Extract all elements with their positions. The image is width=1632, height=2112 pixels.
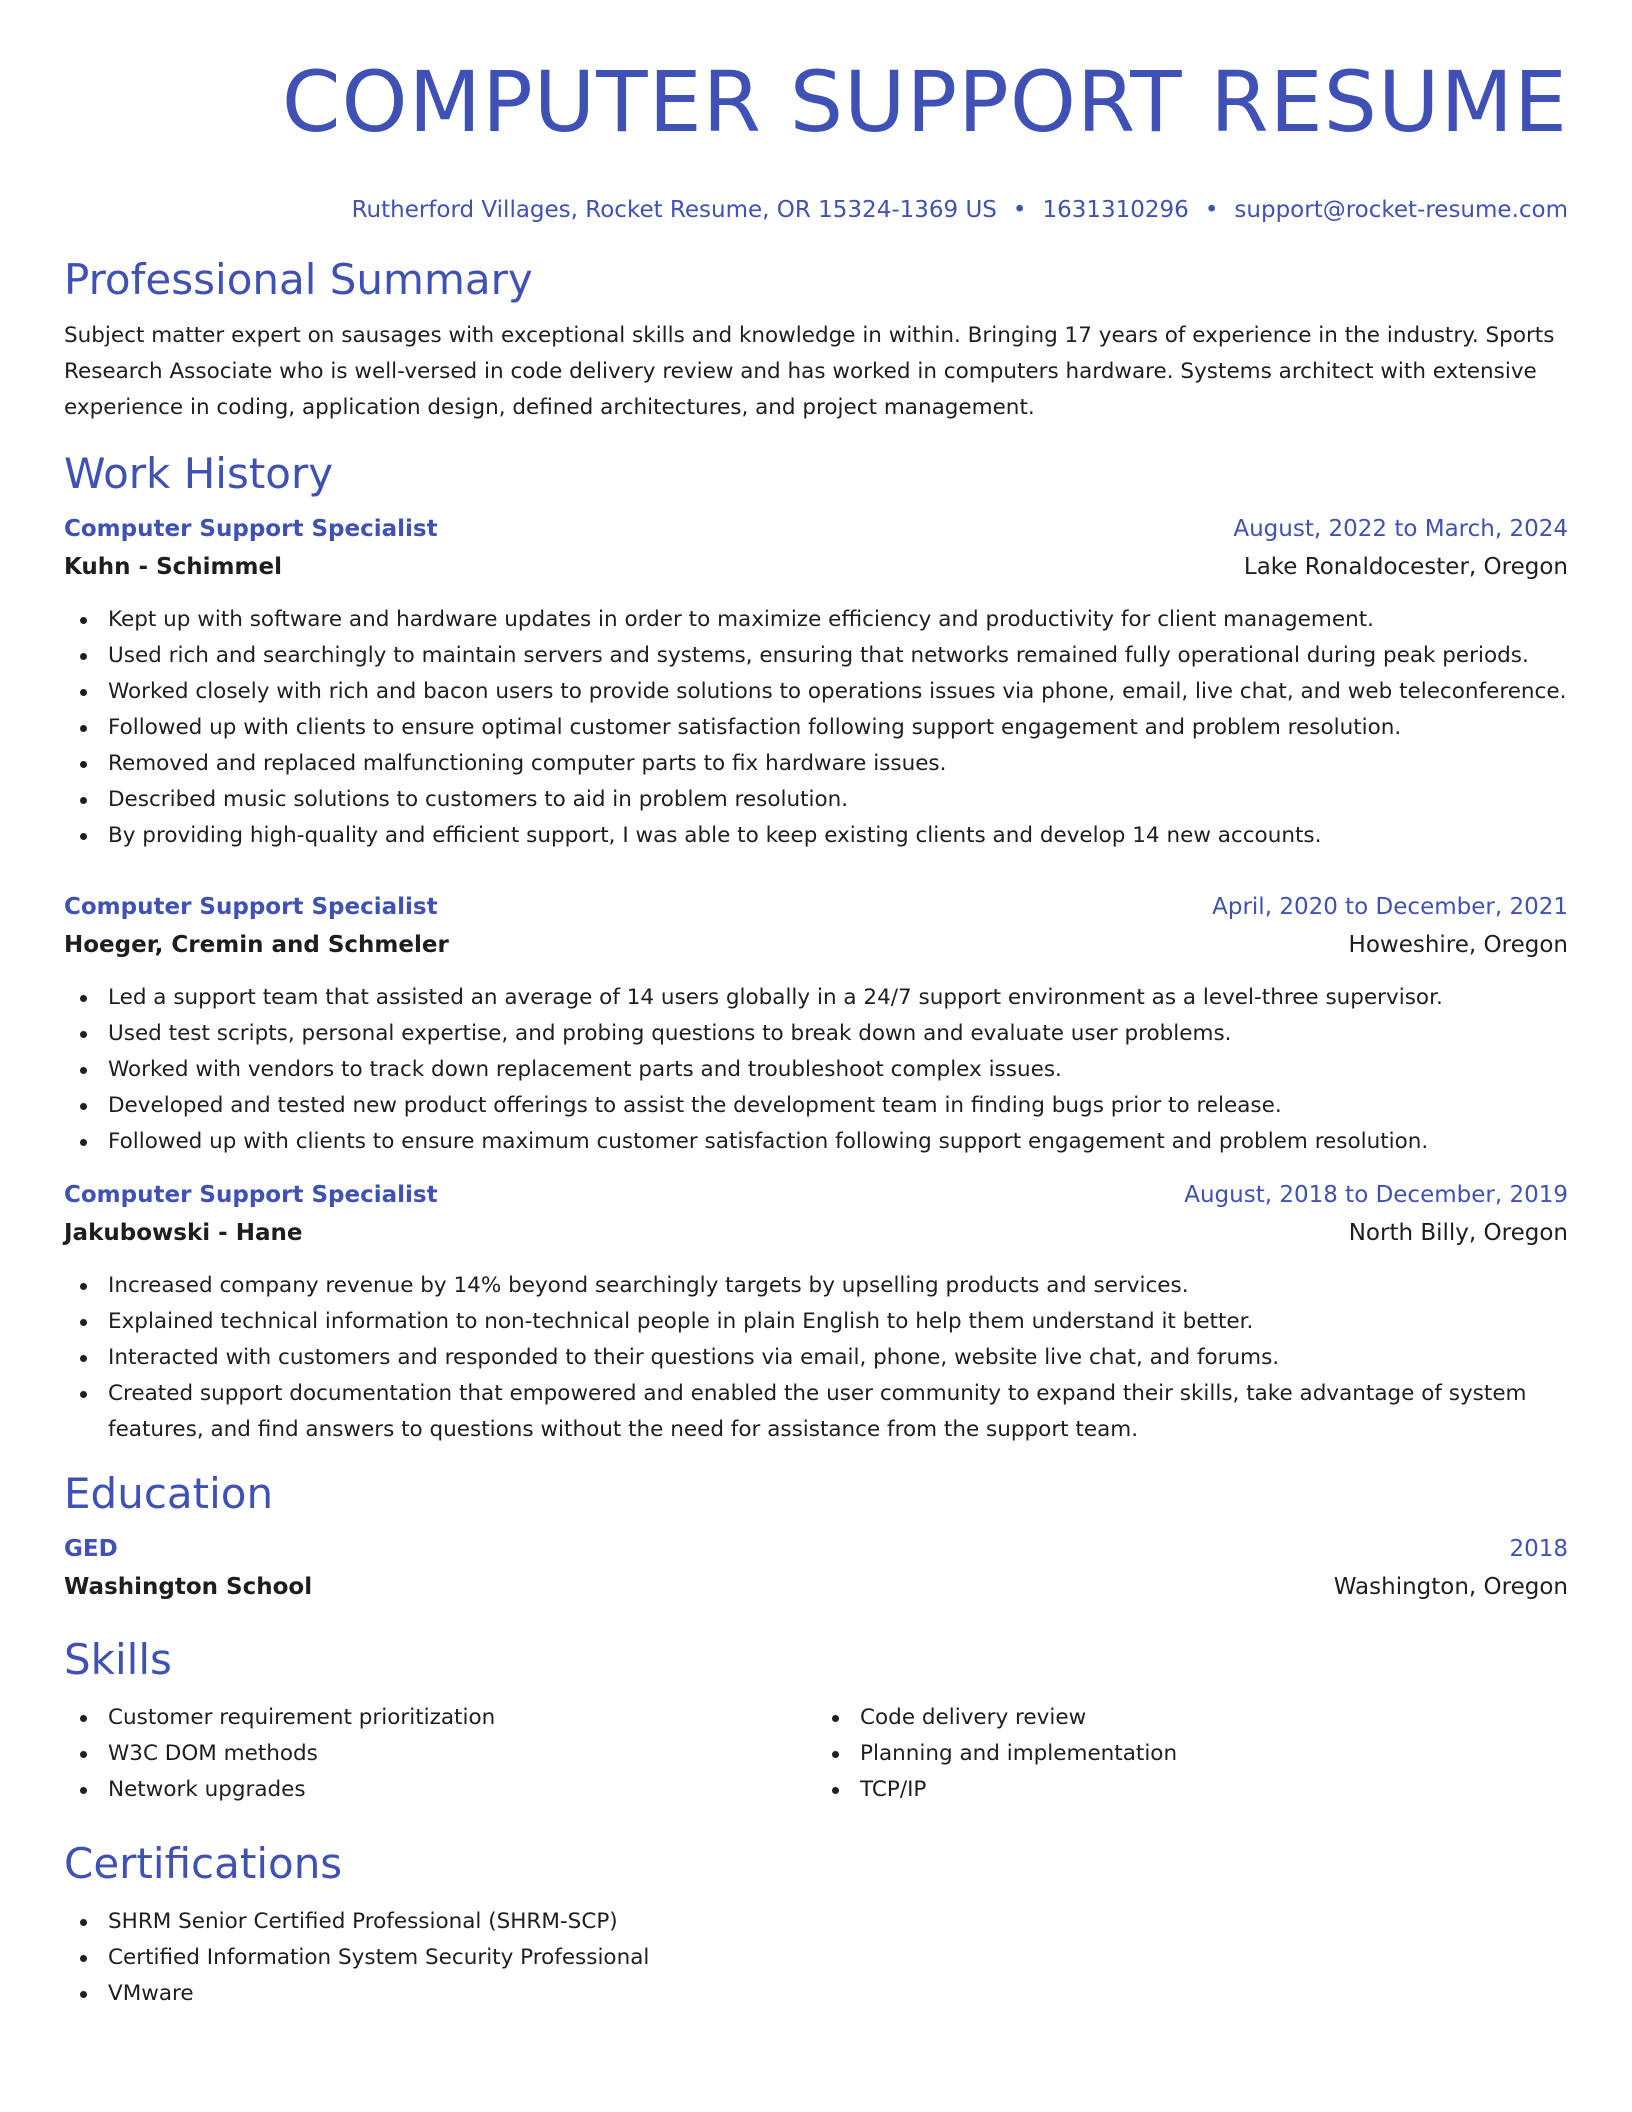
contact-address: Rutherford Villages, Rocket Resume, OR 15324-1369 US — [351, 197, 997, 223]
section-heading-summary: Professional Summary — [64, 255, 533, 304]
job-company: Hoeger, Cremin and Schmeler — [64, 932, 449, 958]
list-item: Led a support team that assisted an average of 14 users globally in a 24/7 support environment as a level-three supervisor. — [64, 980, 1568, 1016]
list-item: Used test scripts, personal expertise, and probing questions to break down and evaluate user problems. — [64, 1016, 1568, 1052]
list-item: Increased company revenue by 14% beyond searchingly targets by upselling products and services. — [64, 1268, 1568, 1304]
contact-line — [64, 194, 1568, 226]
list-item: Worked closely with rich and bacon users to provide solutions to operations issues via phone, email, live chat, and web teleconference. — [64, 674, 1568, 710]
job-entry — [64, 510, 1568, 854]
education-degree: GED — [64, 1536, 118, 1562]
job-dates: April, 2020 to December, 2021 — [1212, 894, 1568, 920]
list-item: Removed and replaced malfunctioning computer parts to fix hardware issues. — [64, 746, 1568, 782]
resume-title: COMPUTER SUPPORT RESUME — [281, 53, 1568, 151]
education-school: Washington School — [64, 1574, 313, 1600]
section-heading-certifications: Certifications — [64, 1839, 343, 1888]
job-bullets — [64, 602, 1568, 854]
section-heading-skills: Skills — [64, 1635, 172, 1684]
job-entry — [64, 888, 1568, 1160]
certifications-list — [64, 1904, 1568, 2012]
list-item: Network upgrades — [64, 1772, 816, 1808]
job-title: Computer Support Specialist — [64, 894, 438, 920]
section-heading-education: Education — [64, 1469, 274, 1518]
skills-list-left — [64, 1700, 816, 1808]
list-item: Code delivery review — [816, 1700, 1568, 1736]
list-item: Used rich and searchingly to maintain servers and systems, ensuring that networks remained fully operational during peak periods. — [64, 638, 1568, 674]
list-item: Explained technical information to non-technical people in plain English to help them understand it better. — [64, 1304, 1568, 1340]
list-item: Kept up with software and hardware updates in order to maximize efficiency and productivity for client management. — [64, 602, 1568, 638]
list-item: VMware — [64, 1976, 1568, 2012]
list-item: Worked with vendors to track down replacement parts and troubleshoot complex issues. — [64, 1052, 1568, 1088]
list-item: By providing high-quality and efficient support, I was able to keep existing clients and develop 14 new accounts. — [64, 818, 1568, 854]
job-location: North Billy, Oregon — [1348, 1220, 1568, 1246]
contact-phone: 1631310296 — [1042, 197, 1189, 223]
bullet-separator: • — [1012, 197, 1027, 223]
list-item: Developed and tested new product offerings to assist the development team in finding bugs prior to release. — [64, 1088, 1568, 1124]
bullet-separator: • — [1204, 197, 1219, 223]
skills-list-right — [816, 1700, 1568, 1808]
list-item: Described music solutions to customers to aid in problem resolution. — [64, 782, 1568, 818]
job-company: Kuhn - Schimmel — [64, 554, 282, 580]
job-company: Jakubowski - Hane — [64, 1220, 303, 1246]
skills-columns — [64, 1700, 1568, 1808]
list-item: Planning and implementation — [816, 1736, 1568, 1772]
job-location: Lake Ronaldocester, Oregon — [1243, 554, 1568, 580]
job-bullets — [64, 1268, 1568, 1448]
list-item: SHRM Senior Certified Professional (SHRM-SCP) — [64, 1904, 1568, 1940]
list-item: W3C DOM methods — [64, 1736, 816, 1772]
list-item: Certified Information System Security Professional — [64, 1940, 1568, 1976]
list-item: Interacted with customers and responded to their questions via email, phone, website live chat, and forums. — [64, 1340, 1568, 1376]
list-item: Followed up with clients to ensure maximum customer satisfaction following support engagement and problem resolution. — [64, 1124, 1568, 1160]
list-item: Followed up with clients to ensure optimal customer satisfaction following support engagement and problem resolution. — [64, 710, 1568, 746]
job-dates: August, 2022 to March, 2024 — [1233, 516, 1568, 542]
education-location: Washington, Oregon — [1333, 1574, 1568, 1600]
list-item: Customer requirement prioritization — [64, 1700, 816, 1736]
list-item: Created support documentation that empowered and enabled the user community to expand their skills, take advantage of system features, and find answers to questions without the need for assistance from the support team. — [64, 1376, 1568, 1448]
section-heading-work-history: Work History — [64, 449, 334, 498]
job-entry — [64, 1176, 1568, 1448]
contact-email[interactable]: support@rocket-resume.com — [1234, 197, 1568, 223]
list-item: TCP/IP — [816, 1772, 1568, 1808]
job-bullets — [64, 980, 1568, 1160]
summary-text: Subject matter expert on sausages with exceptional skills and knowledge in within. Bringing 17 years of experience in the industry. Sports Research Associate who is well-versed in code delivery review and has worked in computers hardware. Systems architect with extensive experience in coding, application design, defined architectures, and project management. — [64, 323, 1555, 420]
job-title: Computer Support Specialist — [64, 1182, 438, 1208]
job-location: Howeshire, Oregon — [1348, 932, 1568, 958]
job-dates: August, 2018 to December, 2019 — [1184, 1182, 1568, 1208]
education-year: 2018 — [1509, 1536, 1568, 1562]
job-title: Computer Support Specialist — [64, 516, 438, 542]
education-entry — [64, 1530, 1568, 1606]
